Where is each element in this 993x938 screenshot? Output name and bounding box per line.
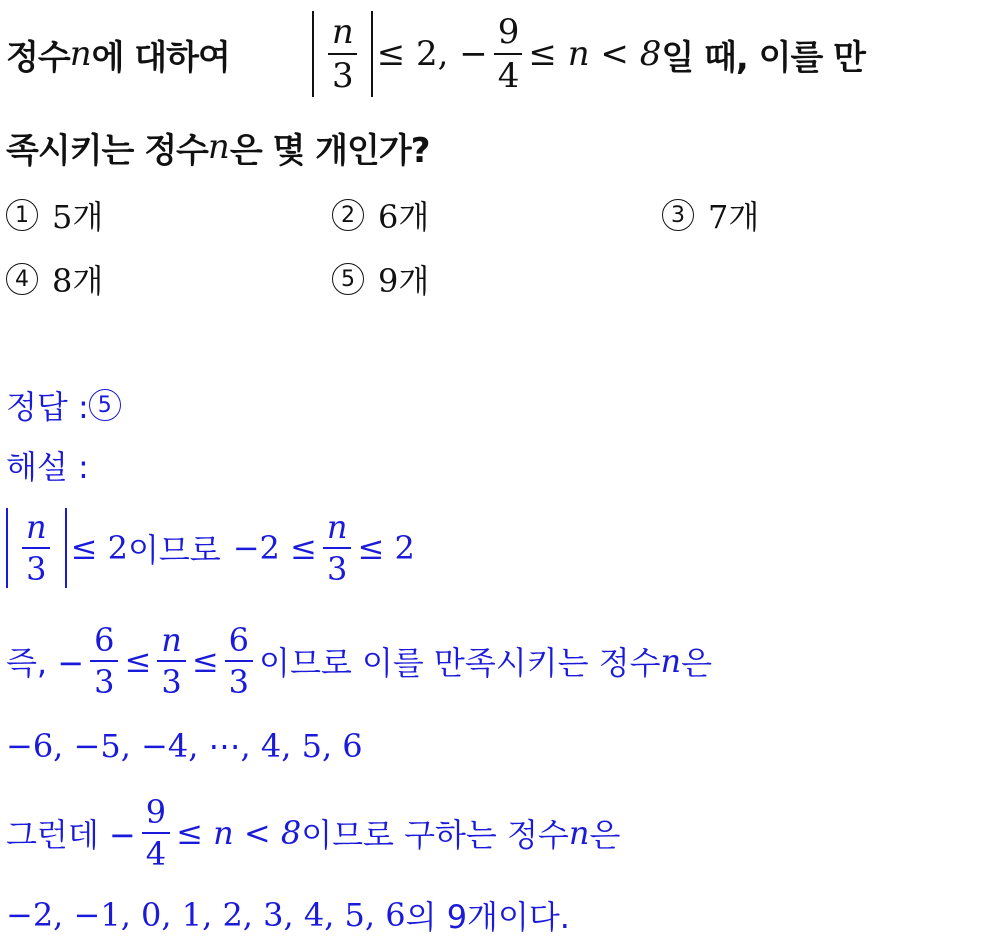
explanation-step-3: −6, −5, −4, ⋯, 4, 5, 6 [6,727,363,765]
circled-number-5: 5 [332,263,364,295]
circled-number-1: 1 [6,199,38,231]
option-4[interactable]: 4 8개 [6,256,103,302]
circled-number-3: 3 [662,199,694,231]
fraction-n-over-3: $\frac{n}{3}$ [22,511,51,585]
circled-number-2: 2 [332,199,364,231]
option-1[interactable]: 1 5개 [6,192,103,238]
explanation-label: 해설 : [6,448,89,486]
fraction-n-over-3: $\frac{n}{3}$ [328,15,357,93]
explanation-step-5: −2, −1, 0, 1, 2, 3, 4, 5, 6 의 9개이다. [6,896,570,936]
explanation-step-4: 그런데 − $\frac{9}{4}$ ≤ n < 8 이므로 구하는 정수 n 은 [6,793,621,873]
fraction-9-over-4: $\frac{9}{4}$ [494,15,523,93]
circled-answer-5: 5 [89,389,121,421]
inequality-2: ≤ n < 8 [528,34,662,74]
fraction-6-over-3: $\frac{6}{3}$ [90,624,118,698]
question-line-1 [6,10,865,98]
absolute-value [312,11,373,97]
explanation-step-1: $\frac{n}{3}$ ≤ 2 이므로 −2 ≤ $\frac{n}{3}$ ≤ 2 [6,505,415,591]
fraction-n-over-3: $\frac{n}{3}$ [157,624,186,698]
variable-n: n [660,642,682,680]
inequality-1: ≤ 2, − [376,34,488,74]
question-prefix: 정수 [6,37,70,78]
question-line-2 [6,125,429,169]
explanation-step-2: 즉, − $\frac{6}{3}$ ≤ $\frac{n}{3}$ ≤ $\frac{6}{3}$ 이므로 이를 만족시키는 정수 n 은 [6,621,713,701]
question-prefix-2: 족시키는 정수 [6,130,208,171]
fraction-6-over-3: $\frac{6}{3}$ [225,624,253,698]
question-text: 에 대하여 [91,37,230,78]
fraction-9-over-4: $\frac{9}{4}$ [142,796,170,870]
question-suffix-2: 은 몇 개인가? [229,130,430,171]
answer-label: 정답 : [6,388,89,426]
absolute-value [6,508,67,588]
variable-n: n [207,127,230,167]
option-3[interactable]: 3 7개 [662,192,759,238]
variable-n: n [568,814,590,852]
answer-line [6,385,121,425]
fraction-n-over-3: $\frac{n}{3}$ [323,511,352,585]
circled-number-4: 4 [6,263,38,295]
question-suffix: 일 때, 이를 만 [661,37,865,78]
option-5[interactable]: 5 9개 [332,256,429,302]
option-2[interactable]: 2 6개 [332,192,429,238]
variable-n: n [69,34,92,74]
